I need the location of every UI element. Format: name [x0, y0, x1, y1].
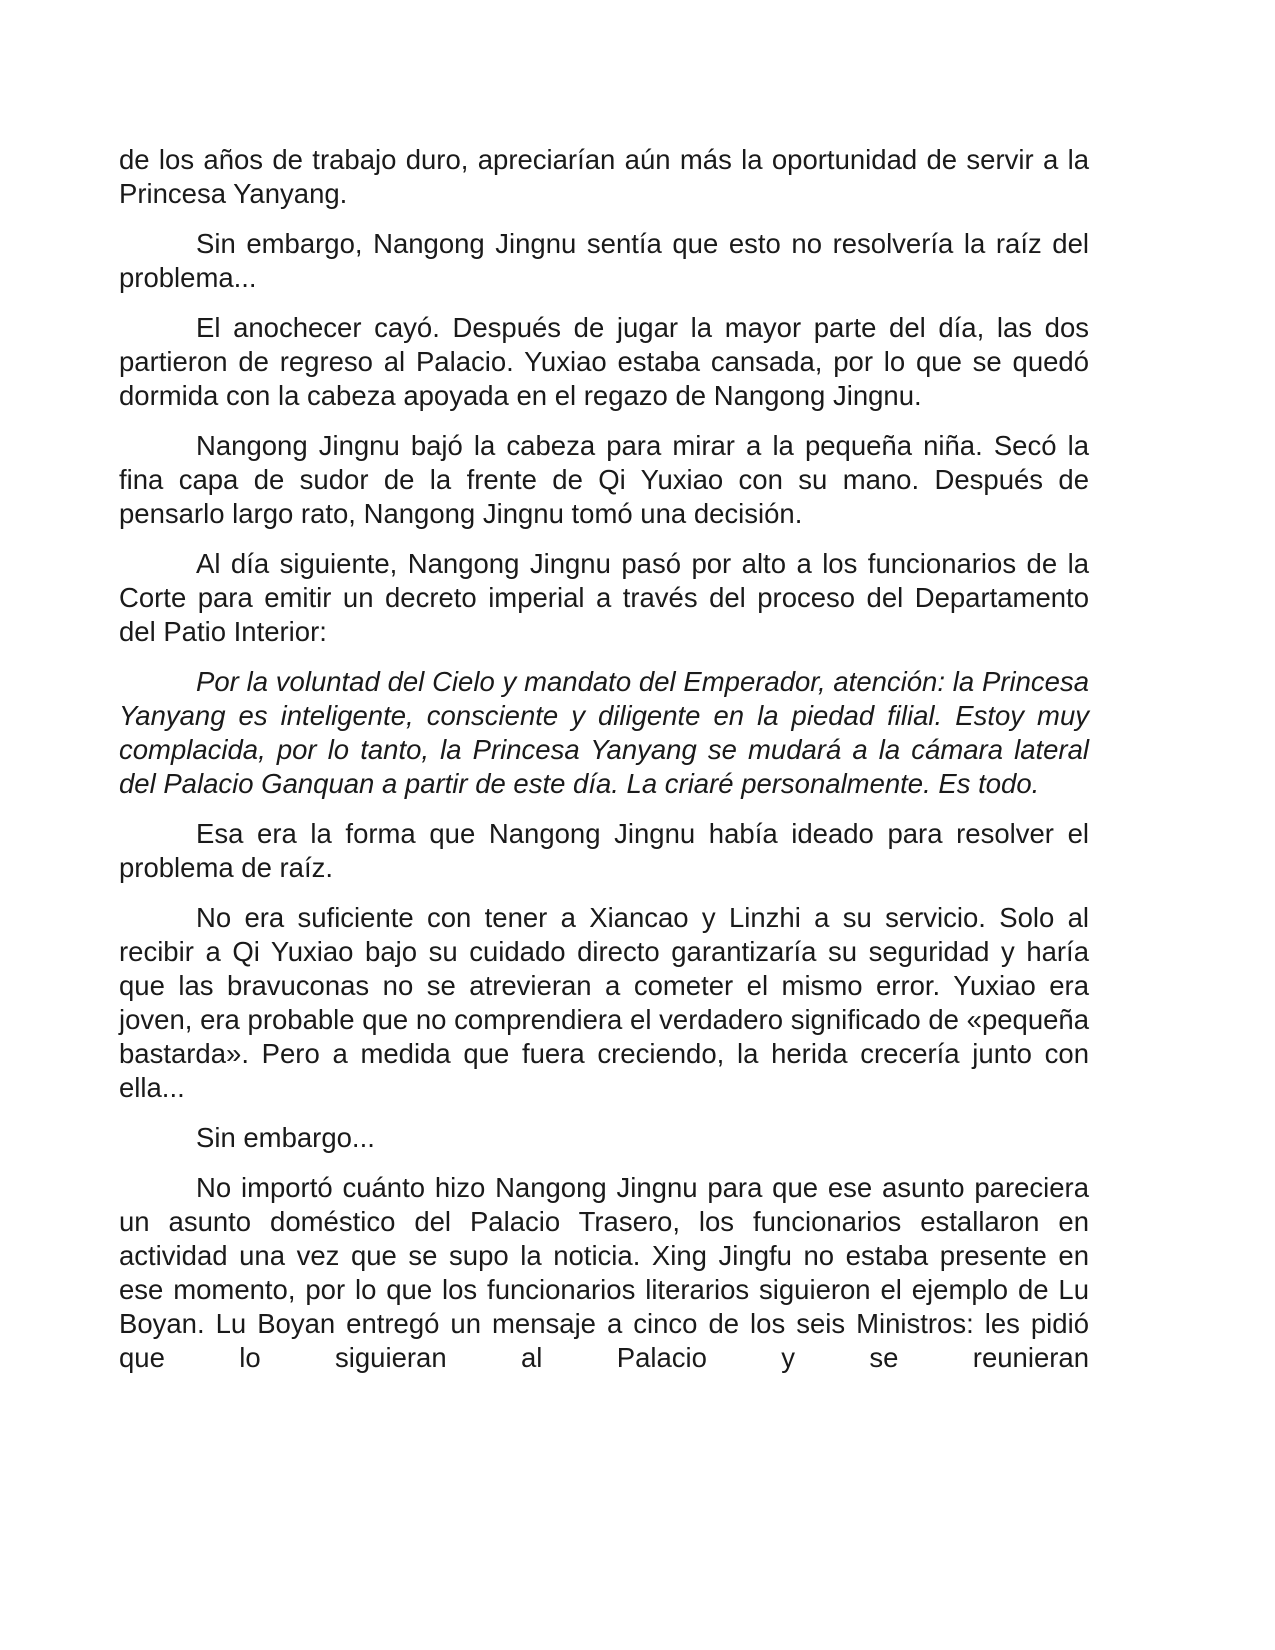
paragraph-continuation: de los años de trabajo duro, apreciarían aún más la oportunidad de servir a la Princesa Yanyang. [119, 144, 1089, 209]
paragraph: No era suficiente con tener a Xiancao y Linzhi a su servicio. Solo al recibir a Qi Yuxiao bajo su cuidado directo garantizaría su seguridad y haría que las bravuconas no se atrevieran a cometer el mismo error. Yuxiao era joven, era probable que no comprendiera el verdadero significado de «pequeña bastarda». Pero a medida que fuera creciendo, la herida crecería junto con ella... [119, 902, 1089, 1103]
decree-paragraph: Por la voluntad del Cielo y mandato del Emperador, atención: la Princesa Yanyang es inteligente, consciente y diligente en la piedad filial. Estoy muy complacida, por lo tanto, la Princesa Yanyang se mudará a la cámara lateral del Palacio Ganquan a partir de este día. La criaré personalmente. Es todo. [119, 666, 1089, 799]
paragraph: Nangong Jingnu bajó la cabeza para mirar a la pequeña niña. Secó la fina capa de sudor de la frente de Qi Yuxiao con su mano. Después de pensarlo largo rato, Nangong Jingnu tomó una decisión. [119, 430, 1089, 529]
paragraph: Sin embargo... [196, 1122, 375, 1153]
paragraph: Sin embargo, Nangong Jingnu sentía que esto no resolvería la raíz del problema... [119, 228, 1089, 293]
paragraph: No importó cuánto hizo Nangong Jingnu para que ese asunto pareciera un asunto doméstico del Palacio Trasero, los funcionarios estallaron en actividad una vez que se supo la noticia. Xing Jingfu no estaba presente en ese momento, por lo que los funcionarios literarios siguieron el ejemplo de Lu Boyan. Lu Boyan entregó un mensaje a cinco de los seis Ministros: les pidió que lo siguieran al Palacio y se reunieran [119, 1172, 1089, 1373]
document-page [119, 143, 1089, 1391]
paragraph: El anochecer cayó. Después de jugar la mayor parte del día, las dos partieron de regreso al Palacio. Yuxiao estaba cansada, por lo que se quedó dormida con la cabeza apoyada en el regazo de Nangong Jingnu. [119, 312, 1089, 411]
paragraph: Al día siguiente, Nangong Jingnu pasó por alto a los funcionarios de la Corte para emitir un decreto imperial a través del proceso del Departamento del Patio Interior: [119, 548, 1089, 647]
paragraph: Esa era la forma que Nangong Jingnu había ideado para resolver el problema de raíz. [119, 818, 1089, 883]
